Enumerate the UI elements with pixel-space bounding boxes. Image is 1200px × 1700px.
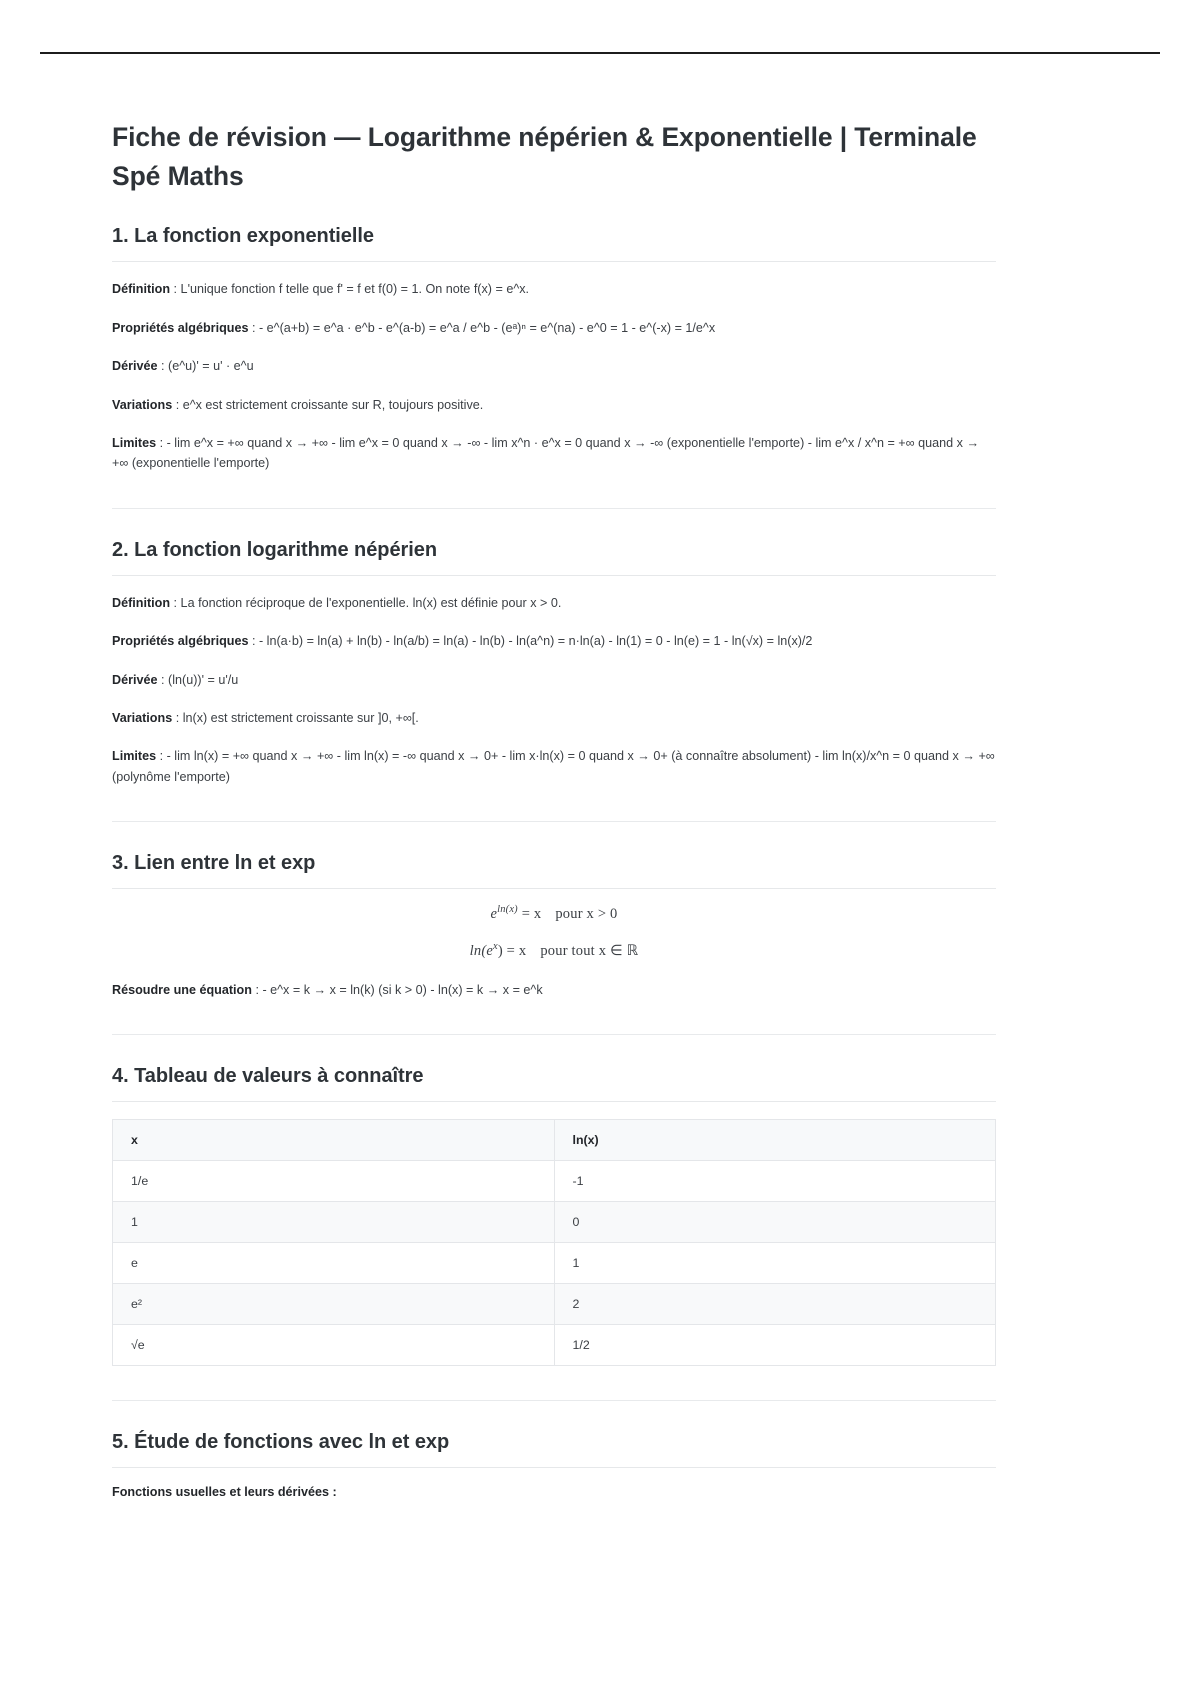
section-tableau-valeurs <box>112 1065 996 1366</box>
section-heading: 3. Lien entre ln et exp <box>112 852 316 875</box>
proprietes-text: : - e^(a+b) = e^a · e^b - e^(a-b) = e^a / e^b - (eᵃ)ⁿ = e^(na) - e^0 = 1 - e^(-x) = 1/e^x <box>248 320 716 335</box>
table-row <box>113 1243 996 1284</box>
formula-exponent: ln(x) <box>497 904 518 916</box>
section-separator <box>112 508 996 509</box>
table-row <box>113 1161 996 1202</box>
resoudre-equation-line <box>112 980 996 1000</box>
cell-lnx: 1 <box>554 1243 996 1284</box>
section-heading: 1. La fonction exponentielle <box>112 225 374 248</box>
variations-line <box>112 395 996 415</box>
derivee-line <box>112 356 996 376</box>
derivee-text: : (ln(u))' = u'/u <box>157 672 239 687</box>
section-lien-ln-exp <box>112 852 996 1000</box>
table-row <box>113 1284 996 1325</box>
section-exponentielle <box>112 225 996 473</box>
proprietes-label: Propriétés algébriques <box>112 634 249 649</box>
values-table <box>112 1119 996 1366</box>
cell-x: 1/e <box>113 1161 555 1202</box>
limites-label: Limites <box>112 435 157 450</box>
definition-line <box>112 593 996 613</box>
formula-ln-exp <box>112 943 996 960</box>
variations-text: : ln(x) est strictement croissante sur ]0, +∞[. <box>172 710 419 725</box>
table-body <box>113 1161 996 1366</box>
derivee-label: Dérivée <box>112 359 158 374</box>
document-content <box>112 118 996 1499</box>
column-header-x: x <box>113 1120 555 1161</box>
table-header-row <box>113 1120 996 1161</box>
definition-text: : La fonction réciproque de l'exponentielle. ln(x) est définie pour x > 0. <box>170 595 562 610</box>
variations-label: Variations <box>112 710 173 725</box>
definition-label: Définition <box>112 282 171 297</box>
section-divider <box>112 261 996 262</box>
table-row <box>113 1202 996 1243</box>
section-divider <box>112 575 996 576</box>
cell-lnx: 1/2 <box>554 1325 996 1366</box>
definition-text: : L'unique fonction f telle que f' = f et f(0) = 1. On note f(x) = e^x. <box>170 282 530 297</box>
formula-base: ln(e <box>469 943 493 960</box>
fonctions-usuelles-label: Fonctions usuelles et leurs dérivées : <box>112 1485 337 1500</box>
cell-x: e² <box>113 1284 555 1325</box>
formula-exponent: x <box>492 941 498 953</box>
formula-exp-ln <box>112 906 996 923</box>
formula-condition: pour x > 0 <box>555 906 618 923</box>
limites-line <box>112 746 996 787</box>
section-heading: 4. Tableau de valeurs à connaître <box>112 1065 424 1088</box>
section-separator <box>112 1034 996 1035</box>
variations-line <box>112 708 996 728</box>
table-row <box>113 1325 996 1366</box>
column-header-lnx: ln(x) <box>554 1120 996 1161</box>
cell-x: √e <box>113 1325 555 1366</box>
section-separator <box>112 821 996 822</box>
section-divider <box>112 1467 996 1468</box>
section-divider <box>112 888 996 889</box>
variations-label: Variations <box>112 397 173 412</box>
header-rule <box>40 52 1160 54</box>
limites-text: : - lim e^x = +∞ quand x → +∞ - lim e^x = 0 quand x → -∞ - lim x^n · e^x = 0 quand x → -∞ (exponentielle l'emporte) - lim e^x / x^n = +∞ quand x → +∞ (exponentielle l'emporte) <box>112 435 980 471</box>
cell-lnx: 2 <box>554 1284 996 1325</box>
proprietes-text: : - ln(a·b) = ln(a) + ln(b) - ln(a/b) = ln(a) - ln(b) - ln(a^n) = n·ln(a) - ln(1) = 0 - ln(e) = 1 - ln(√x) = ln(x)/2 <box>248 634 813 649</box>
formula-rest: ) = x <box>497 943 527 960</box>
limites-label: Limites <box>112 749 157 764</box>
formula-rest: = x <box>521 906 542 923</box>
formula-base: e <box>490 906 498 923</box>
section-divider <box>112 1101 996 1102</box>
table-head <box>113 1120 996 1161</box>
definition-line <box>112 279 996 299</box>
section-separator <box>112 1400 996 1401</box>
formula-condition: pour tout x ∈ ℝ <box>540 943 639 960</box>
section-logarithme <box>112 539 996 787</box>
cell-lnx: 0 <box>554 1202 996 1243</box>
derivee-label: Dérivée <box>112 672 158 687</box>
section-heading: 2. La fonction logarithme népérien <box>112 538 438 561</box>
variations-text: : e^x est strictement croissante sur R, toujours positive. <box>172 397 484 412</box>
derivee-text: : (e^u)' = u' · e^u <box>157 359 254 374</box>
proprietes-label: Propriétés algébriques <box>112 320 249 335</box>
proprietes-line <box>112 318 996 338</box>
resoudre-text: : - e^x = k → x = ln(k) (si k > 0) - ln(x) = k → x = e^k <box>251 983 543 998</box>
cell-x: 1 <box>113 1202 555 1243</box>
page-title: Fiche de révision — Logarithme népérien & Exponentielle | Terminale Spé Maths <box>112 122 977 191</box>
cell-lnx: -1 <box>554 1161 996 1202</box>
definition-label: Définition <box>112 595 171 610</box>
section-heading: 5. Étude de fonctions avec ln et exp <box>112 1431 450 1454</box>
proprietes-line <box>112 631 996 651</box>
derivee-line <box>112 670 996 690</box>
limites-text: : - lim ln(x) = +∞ quand x → +∞ - lim ln(x) = -∞ quand x → 0+ - lim x·ln(x) = 0 quand x → 0+ (à connaître absolument) - lim ln(x)/x^n = 0 quand x → +∞ (polynôme l'emporte) <box>112 749 995 784</box>
limites-line <box>112 433 996 474</box>
section-etude-fonctions <box>112 1431 996 1499</box>
cell-x: e <box>113 1243 555 1284</box>
resoudre-label: Résoudre une équation <box>112 983 252 998</box>
